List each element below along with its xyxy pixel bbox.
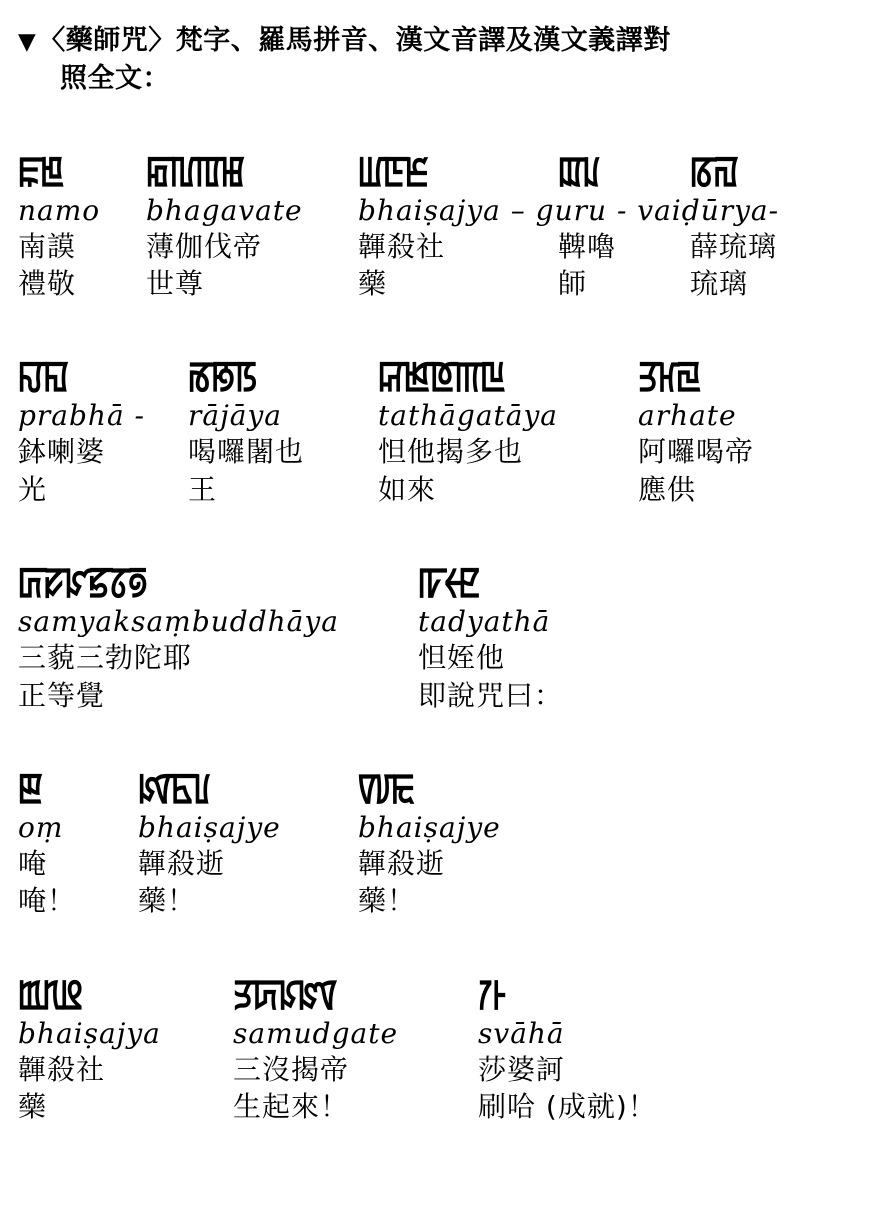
romanization-text: bhaiṣajye [138, 811, 281, 844]
romanization-text: bhaiṣajya [18, 1016, 161, 1050]
chinese-meaning: 禮敬 [18, 267, 77, 301]
siddham-row [18, 548, 863, 606]
chinese-transliteration: 南謨 [18, 229, 77, 263]
chinese-meaning: 唵！ [18, 884, 77, 918]
chinese-meaning: 藥 [358, 267, 388, 301]
page-title [0, 22, 873, 99]
romanization-text: svāhā [478, 1016, 565, 1050]
chinese-transliteration: 阿囉喝帝 [638, 435, 755, 469]
chinese-transliteration-row [18, 1052, 863, 1088]
siddham-glyph: ꡠꡡꡢ [418, 559, 481, 606]
chinese-meaning: 正等覺 [18, 678, 106, 712]
romanization-text: bhaiṣajye [358, 811, 501, 844]
romanization-text: arhate [638, 399, 737, 433]
triangle-marker-icon: ▼ [18, 29, 37, 55]
siddham-row [18, 342, 863, 400]
chinese-transliteration: 怛他揭多也 [378, 435, 524, 469]
chinese-transliteration: 韗殺逝 [138, 847, 226, 880]
chinese-meaning-row [18, 1089, 863, 1125]
chinese-transliteration: 韗殺社 [358, 229, 446, 263]
chinese-transliteration-row [18, 846, 863, 882]
chinese-meaning: 即說咒曰： [418, 678, 564, 712]
romanization-row [18, 398, 863, 433]
romanization-text: tathāgatāya [378, 399, 558, 433]
chinese-transliteration: 韗殺社 [18, 1052, 106, 1086]
romanization-text: oṃ [18, 811, 64, 844]
romanization-row [18, 1016, 863, 1051]
chinese-meaning: 藥 [18, 1090, 48, 1124]
romanization-text: tadyathā [418, 605, 551, 639]
romanization-text: rājāya [188, 399, 282, 433]
chinese-transliteration-row [18, 640, 863, 676]
chinese-meaning: 生起來！ [233, 1090, 350, 1124]
heading-line-1: 〈藥師咒〉梵字、羅馬拼音、漢文音譯及漢文義譯對 [38, 25, 671, 56]
siddham-glyph: ꡪꡫꡬ [18, 971, 84, 1018]
chinese-transliteration: 喝囉闍也 [188, 435, 305, 469]
siddham-glyph: ꡚꡛꡜꡝꡞꡟ [18, 559, 148, 606]
chinese-transliteration: 鞞嚕 [558, 229, 617, 263]
romanization-text: namo [18, 193, 101, 227]
siddham-glyph: ꡒꡓꡔꡕꡖ [378, 353, 506, 400]
chinese-meaning-row [18, 472, 863, 508]
chinese-meaning: 應供 [638, 472, 697, 506]
chinese-transliteration: 三藐三勃陀耶 [18, 641, 193, 675]
chinese-transliteration: 薛琉璃 [690, 229, 778, 263]
romanization-row [18, 810, 863, 845]
romanization-text: samudgate [233, 1016, 399, 1050]
siddham-glyph: ꡀꡁ [18, 148, 65, 195]
chinese-transliteration: 唵 [18, 847, 48, 880]
chinese-meaning: 世尊 [146, 267, 205, 301]
chinese-meaning-row [18, 883, 863, 919]
chinese-transliteration-row [18, 434, 863, 470]
chinese-transliteration: 韗殺逝 [358, 847, 446, 880]
siddham-glyph: ꡏꡐꡑ [188, 353, 258, 400]
chinese-transliteration: 怛姪他 [418, 641, 506, 675]
document-page [0, 22, 873, 1231]
stanza-1 [0, 137, 873, 303]
siddham-row [18, 137, 863, 195]
chinese-meaning: 藥！ [138, 884, 197, 918]
chinese-transliteration-row [18, 229, 863, 265]
siddham-glyph: ꡍꡎ [18, 353, 70, 400]
chinese-meaning: 師 [558, 267, 588, 301]
heading-line-2: 照全文： [60, 63, 170, 95]
romanization-text: prabhā - [18, 399, 146, 433]
siddham-glyph: ꡣ [18, 765, 44, 812]
siddham-glyph: ꡋꡌ [690, 148, 740, 195]
stanza-5 [0, 960, 873, 1126]
chinese-meaning: 刷哈 (成就)！ [478, 1090, 657, 1124]
siddham-glyph: ꡤꡥꡦ [138, 765, 211, 812]
chinese-meaning-row [18, 266, 863, 302]
siddham-glyph: ꡆꡇꡈ [358, 148, 429, 195]
chinese-meaning: 王 [188, 472, 218, 506]
chinese-meaning: 光 [18, 472, 48, 506]
siddham-glyph: ꡉꡊ [558, 148, 601, 195]
chinese-meaning: 琉璃 [690, 267, 749, 301]
chinese-transliteration: 薄伽伐帝 [146, 229, 263, 263]
romanization-text: bhagavate [146, 193, 303, 227]
siddham-glyph: ꡧꡨꡩ [358, 765, 415, 812]
romanization-text: bhaiṣajya – guru - vaiḍūrya- [358, 193, 780, 227]
stanza-2 [0, 342, 873, 508]
siddham-row [18, 754, 863, 812]
romanization-row [18, 193, 863, 228]
chinese-transliteration: 鉢喇婆 [18, 435, 106, 469]
stanza-4 [0, 754, 873, 920]
chinese-meaning: 藥！ [358, 884, 417, 918]
romanization-text: samyaksaṃbuddhāya [18, 605, 339, 639]
siddham-glyph: ꡭꡮꡯꡰ [233, 971, 338, 1018]
siddham-glyph: ꡂꡃꡄꡅ [146, 148, 246, 195]
stanza-3 [0, 548, 873, 714]
romanization-row [18, 604, 863, 639]
chinese-transliteration: 莎婆訶 [478, 1052, 566, 1086]
siddham-glyph: ꡗꡘꡙ [638, 353, 702, 400]
siddham-glyph: ꡱꡲ [478, 971, 507, 1018]
chinese-meaning: 如來 [378, 472, 437, 506]
chinese-meaning-row [18, 678, 863, 714]
chinese-transliteration: 三沒揭帝 [233, 1052, 350, 1086]
siddham-row [18, 960, 863, 1018]
